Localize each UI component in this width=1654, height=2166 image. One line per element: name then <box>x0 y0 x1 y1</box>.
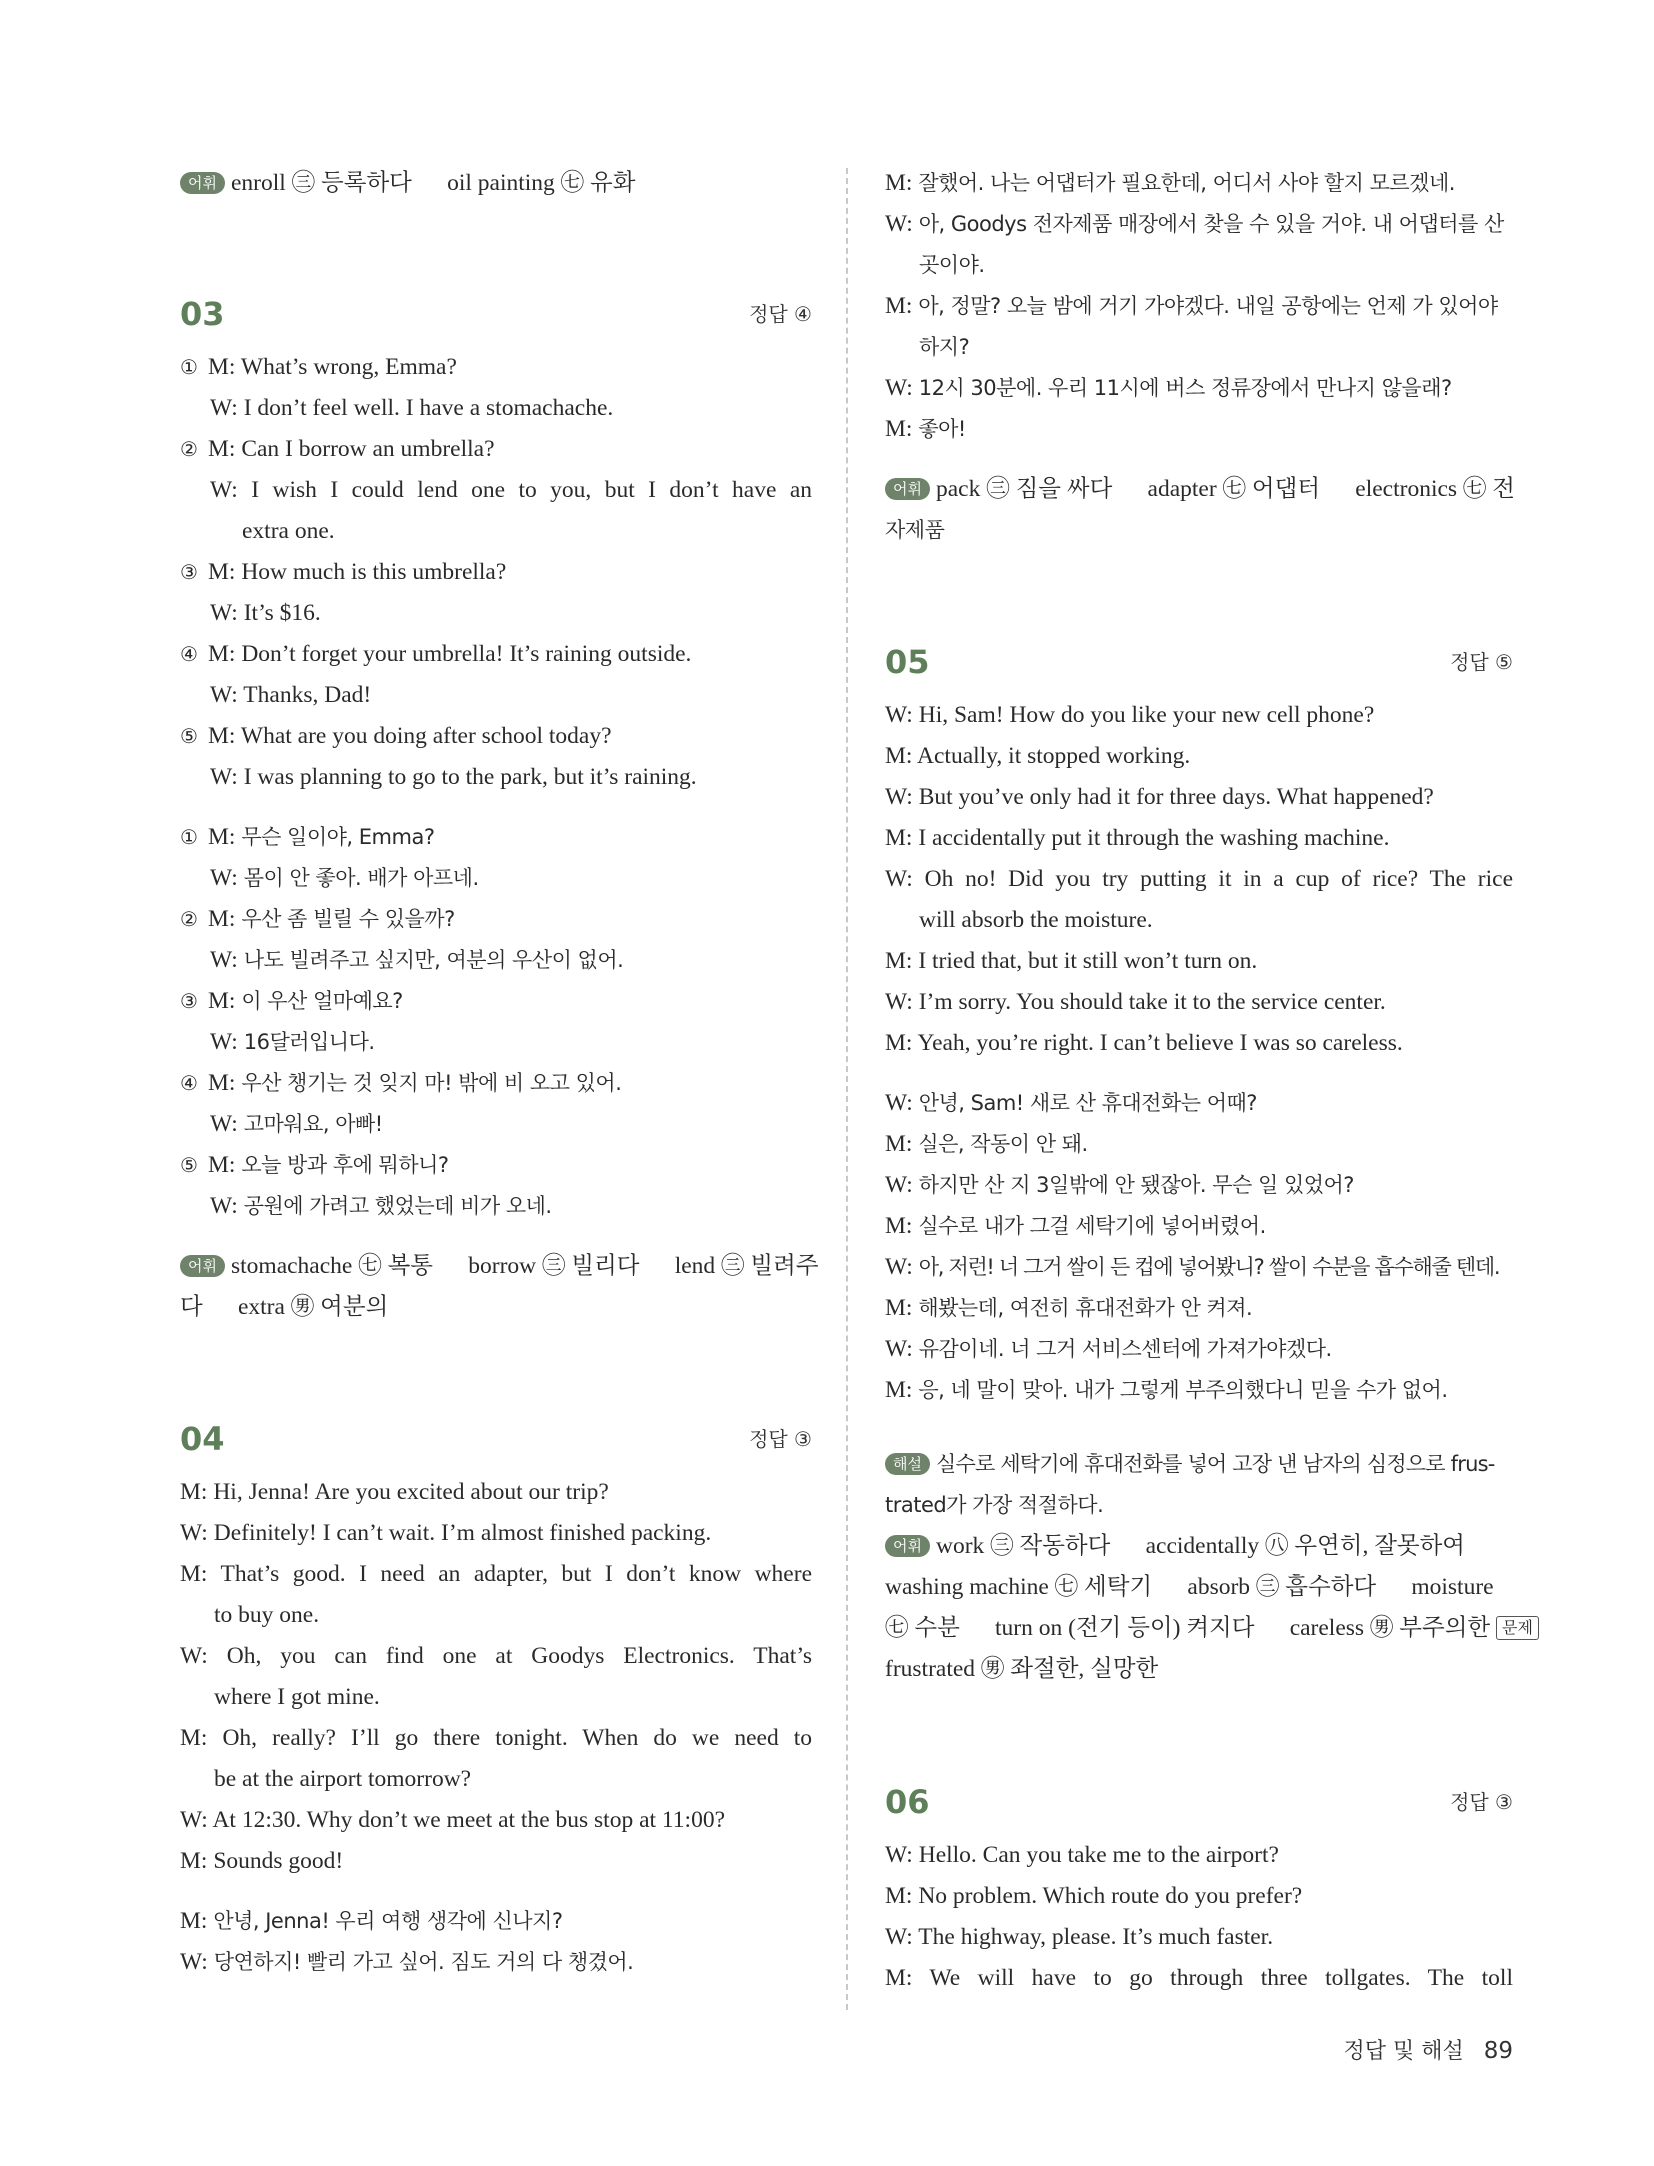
dialogue-line: ② M: Can I borrow an umbrella? <box>180 436 495 462</box>
explanation-badge: 해설 <box>885 1453 930 1475</box>
explanation-line: 해설 실수로 세탁기에 휴대전화를 넣어 고장 낸 남자의 심정으로 frus- <box>885 1449 1513 1479</box>
vocab-badge: 어휘 <box>180 172 225 194</box>
translation-line: ⑤ M: 오늘 방과 후에 뭐하니? <box>180 1152 449 1178</box>
dialogue-line: will absorb the moisture. <box>919 907 1153 933</box>
answer-03: 정답 ④ <box>749 302 812 326</box>
problem-tag: 문제 <box>1496 1616 1539 1640</box>
vocab-line: washing machine ㊆ 세탁기 absorb ㊂ 흡수하다 moisture <box>885 1574 1494 1600</box>
dialogue-line: be at the airport tomorrow? <box>214 1766 472 1792</box>
vocab-line: ㊆ 수분 turn on (전기 등이) 켜지다 careless ㊚ 부주의한 문제 <box>885 1613 1513 1643</box>
page-number: 89 <box>1483 2038 1513 2064</box>
dialogue-line: W: Hi, Sam! How do you like your new cell phone? <box>885 702 1375 728</box>
explanation-line: trated가 가장 적절하다. <box>885 1493 1104 1517</box>
translation-line: W: 몸이 안 좋아. 배가 아프네. <box>210 865 479 891</box>
vocab-line: 자제품 <box>885 518 945 542</box>
dialogue-line: W: I don’t feel well. I have a stomachache. <box>210 395 614 421</box>
dialogue-line: M: Yeah, you’re right. I can’t believe I was so careless. <box>885 1030 1403 1056</box>
translation-line: W: 나도 빌려주고 싶지만, 여분의 우산이 없어. <box>210 947 624 973</box>
translation-line: ③ M: 이 우산 얼마예요? <box>180 988 403 1014</box>
answer-06: 정답 ③ <box>1450 1790 1513 1814</box>
answer-05: 정답 ⑤ <box>1450 650 1513 674</box>
vocab-text: enroll ㊂ 등록하다 oil painting ㊆ 유화 <box>230 170 636 196</box>
translation-line: ① M: 무슨 일이야, Emma? <box>180 824 435 850</box>
dialogue-line: ③ M: How much is this umbrella? <box>180 559 507 585</box>
translation-line: 하지? <box>919 335 970 359</box>
dialogue-line: extra one. <box>242 518 335 544</box>
dialogue-line: M: Oh, really? I’ll go there tonight. When do we need to <box>180 1725 812 1751</box>
dialogue-line: M: I tried that, but it still won’t turn on. <box>885 948 1258 974</box>
footer-label: 정답 및 해설 <box>1343 2039 1464 2064</box>
translation-line: W: 안녕, Sam! 새로 산 휴대전화는 어때? <box>885 1090 1257 1116</box>
section-number-05: 05 <box>885 643 930 681</box>
dialogue-line: W: I wish I could lend one to you, but I don’t have an <box>210 477 812 503</box>
page-footer <box>1343 2034 1513 2065</box>
dialogue-line: ① M: What’s wrong, Emma? <box>180 354 457 380</box>
dialogue-line: W: I was planning to go to the park, but it’s raining. <box>210 764 697 790</box>
translation-line: W: 공원에 가려고 했었는데 비가 오네. <box>210 1193 552 1219</box>
dialogue-line: W: Definitely! I can’t wait. I’m almost finished packing. <box>180 1520 712 1546</box>
vocab-line: frustrated ㊚ 좌절한, 실망한 <box>885 1656 1159 1682</box>
translation-line: M: 응, 네 말이 맞아. 내가 그렇게 부주의했다니 믿을 수가 없어. <box>885 1377 1448 1403</box>
vocab-line: 어휘 stomachache ㊆ 복통 borrow ㊂ 빌리다 lend ㊂ 빌려주 <box>180 1251 812 1281</box>
vocab-badge: 어휘 <box>885 478 930 500</box>
translation-line: ② M: 우산 좀 빌릴 수 있을까? <box>180 906 455 932</box>
dialogue-line: W: I’m sorry. You should take it to the service center. <box>885 989 1386 1015</box>
section-number-03: 03 <box>180 295 225 333</box>
vocab-line: 어휘 pack ㊂ 짐을 싸다 adapter ㊆ 어댑터 electronics ㊆ 전 <box>885 474 1513 504</box>
translation-line: W: 아, 저런! 너 그거 쌀이 든 컵에 넣어봤니? 쌀이 수분을 흡수해줄 텐데. <box>885 1254 1500 1280</box>
vocab-line: 다 extra ㊚ 여분의 <box>180 1294 389 1320</box>
dialogue-line: W: Oh, you can find one at Goodys Electronics. That’s <box>180 1643 813 1669</box>
translation-line: W: 12시 30분에. 우리 11시에 버스 정류장에서 만나지 않을래? <box>885 375 1452 401</box>
translation-line: ④ M: 우산 챙기는 것 잊지 마! 밖에 비 오고 있어. <box>180 1070 622 1096</box>
section-number-06: 06 <box>885 1783 930 1821</box>
section-number-04: 04 <box>180 1420 225 1458</box>
dialogue-line: ⑤ M: What are you doing after school today? <box>180 723 612 749</box>
dialogue-line: M: That’s good. I need an adapter, but I don’t know where <box>180 1561 812 1587</box>
dialogue-line: W: Oh no! Did you try putting it in a cup of rice? The rice <box>885 866 1514 892</box>
translation-line: M: 해봤는데, 여전히 휴대전화가 안 켜져. <box>885 1295 1253 1321</box>
translation-line: W: 고마워요, 아빠! <box>210 1111 383 1137</box>
column-divider <box>846 168 848 2010</box>
vocab-badge: 어휘 <box>885 1535 930 1557</box>
vocab-line <box>180 168 812 198</box>
vocab-line: 어휘 work ㊂ 작동하다 accidentally ㊇ 우연히, 잘못하여 <box>885 1531 1513 1561</box>
translation-line: W: 하지만 산 지 3일밖에 안 됐잖아. 무슨 일 있었어? <box>885 1172 1354 1198</box>
translation-line: M: 아, 정말? 오늘 밤에 거기 가야겠다. 내일 공항에는 언제 가 있어야 <box>885 293 1498 319</box>
translation-line: M: 실수로 내가 그걸 세탁기에 넣어버렸어. <box>885 1213 1266 1239</box>
dialogue-line: ④ M: Don’t forget your umbrella! It’s raining outside. <box>180 641 692 667</box>
dialogue-line: W: At 12:30. Why don’t we meet at the bus stop at 11:00? <box>180 1807 726 1833</box>
dialogue-line: M: Sounds good! <box>180 1848 344 1874</box>
dialogue-line: M: Actually, it stopped working. <box>885 743 1191 769</box>
dialogue-line: W: Thanks, Dad! <box>210 682 372 708</box>
translation-line: W: 아, Goodys 전자제품 매장에서 찾을 수 있을 거야. 내 어댑터를 산 <box>885 211 1504 237</box>
dialogue-line: M: Hi, Jenna! Are you excited about our trip? <box>180 1479 609 1505</box>
dialogue-line: W: It’s $16. <box>210 600 321 626</box>
dialogue-line: to buy one. <box>214 1602 320 1628</box>
translation-line: W: 유감이네. 너 그거 서비스센터에 가져가야겠다. <box>885 1336 1332 1362</box>
translation-line: M: 좋아! <box>885 416 966 442</box>
translation-line: W: 16달러입니다. <box>210 1029 375 1055</box>
translation-line: M: 안녕, Jenna! 우리 여행 생각에 신나지? <box>180 1908 563 1934</box>
dialogue-line: M: We will have to go through three tollgates. The toll <box>885 1965 1513 1991</box>
dialogue-line: M: I accidentally put it through the washing machine. <box>885 825 1390 851</box>
dialogue-line: where I got mine. <box>214 1684 380 1710</box>
dialogue-line: W: The highway, please. It’s much faster. <box>885 1924 1274 1950</box>
translation-line: W: 당연하지! 빨리 가고 싶어. 짐도 거의 다 챙겼어. <box>180 1949 634 1975</box>
translation-line: M: 실은, 작동이 안 돼. <box>885 1131 1088 1157</box>
vocab-badge: 어휘 <box>180 1255 225 1277</box>
dialogue-line: M: No problem. Which route do you prefer? <box>885 1883 1303 1909</box>
dialogue-line: W: But you’ve only had it for three days. What happened? <box>885 784 1434 810</box>
translation-line: M: 잘했어. 나는 어댑터가 필요한데, 어디서 사야 할지 모르겠네. <box>885 170 1455 196</box>
dialogue-line: W: Hello. Can you take me to the airport? <box>885 1842 1279 1868</box>
answer-04: 정답 ③ <box>749 1427 812 1451</box>
translation-line: 곳이야. <box>919 253 985 277</box>
